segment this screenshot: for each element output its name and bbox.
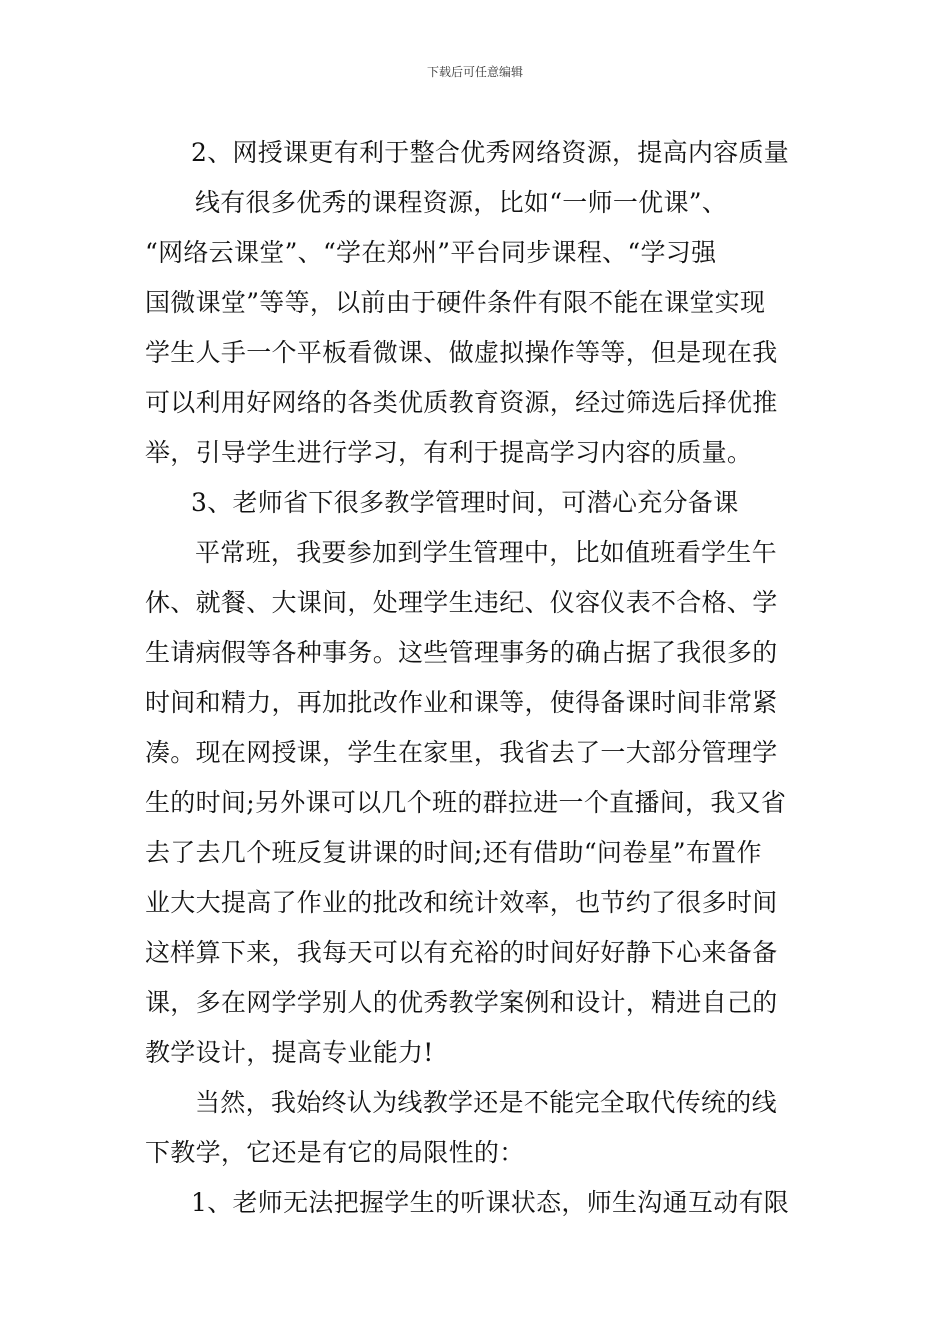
paragraph-line: 当然，我始终认为线教学还是不能完全取代传统的线 (195, 1088, 777, 1117)
paragraph-line: 国微课堂”等等，以前由于硬件条件有限不能在课堂实现 (145, 288, 766, 317)
section-heading-3: 3、老师省下很多教学管理时间，可潜心充分备课 (191, 488, 739, 517)
paragraph-line: 教学设计，提高专业能力! (145, 1038, 434, 1067)
paragraph-line: 时间和精力，再加批改作业和课等，使得备课时间非常紧 (145, 688, 778, 717)
paragraph-line: 可以利用好网络的各类优质教育资源，经过筛选后择优推 (145, 388, 778, 417)
paragraph-line: 平常班，我要参加到学生管理中，比如值班看学生午 (195, 538, 777, 567)
paragraph-line: 休、就餐、大课间，处理学生违纪、仪容仪表不合格、学 (145, 588, 778, 617)
paragraph-line: 生请病假等各种事务。这些管理事务的确占据了我很多的 (145, 638, 778, 667)
section-heading-2: 2、网授课更有利于整合优秀网络资源，提高内容质量 (191, 138, 790, 167)
paragraph-line: 凑。现在网授课，学生在家里，我省去了一大部分管理学 (145, 738, 778, 767)
document-body (145, 128, 810, 1228)
paragraph-line: 举，引导学生进行学习，有利于提高学习内容的质量。 (145, 438, 753, 467)
page-header: 下载后可任意编辑 (426, 65, 523, 79)
paragraph-line: 生的时间;另外课可以几个班的群拉进一个直播间，我又省 (145, 788, 787, 817)
paragraph-line: 这样算下来，我每天可以有充裕的时间好好静下心来备备 (145, 938, 778, 967)
paragraph-line: “网络云课堂”、“学在郑州”平台同步课程、“学习强 (145, 238, 717, 267)
paragraph-line: 下教学，它还是有它的局限性的： (145, 1138, 525, 1167)
paragraph-line: 学生人手一个平板看微课、做虚拟操作等等，但是现在我 (145, 338, 778, 367)
paragraph-line: 去了去几个班反复讲课的时间;还有借助“问卷星”布置作 (145, 838, 762, 867)
paragraph-line: 课，多在网学学别人的优秀教学案例和设计，精进自己的 (145, 988, 778, 1017)
paragraph-line: 线有很多优秀的课程资源，比如“一师一优课”、 (195, 188, 728, 217)
paragraph-line: 业大大提高了作业的批改和统计效率，也节约了很多时间 (145, 888, 778, 917)
section-heading-1: 1、老师无法把握学生的听课状态，师生沟通互动有限 (191, 1188, 790, 1217)
